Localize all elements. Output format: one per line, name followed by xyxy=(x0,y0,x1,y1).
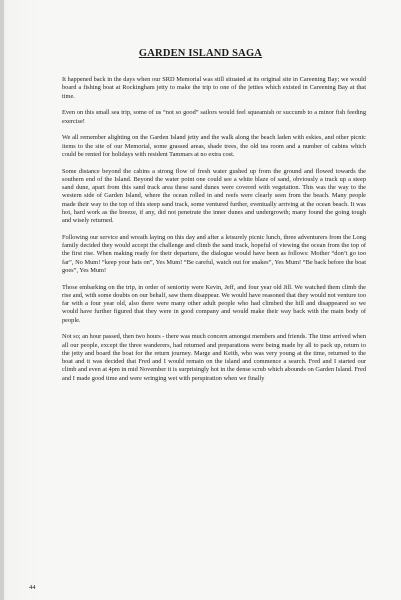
paragraph-3: We all remember alighting on the Garden Island jetty and the walk along the beach laden with eskies, and other picnic items to the site of our Memorial, some grassed areas, shade trees, the old tea room and a number of cabins which could be rented for holidays with resident Tammars at no extra cost. xyxy=(62,134,366,158)
paragraph-7: Not so; an hour passed, then two hours - there was much concern amongst members and friends. The time arrived when all our people, except the three wanderers, had returned and preparations were being made by all to pack up, return to the jetty and board the boat for the return journey. Marge and Keith, who was very young at the time, returned to the boat and it was decided that Fred and I would remain on the island and commence a search. Fred and I started our climb and even at 4pm in mid November it is surprisingly hot in the dense scrub which abounds on Garden Island. Fred and I made good time and were wringing wet with perspiration when we finally xyxy=(62,333,366,382)
paragraph-1: It happened back in the days when our SRD Memorial was still situated at its original site in Careening Bay; we would board a fishing boat at Rockingham jetty to make the trip to one of the jetties which existed in Careening Bay at that time. xyxy=(62,76,366,100)
paragraph-5: Following our service and wreath laying on this day and after a leisurely picnic lunch, three adventurers from the Long family decided they would accept the challenge and climb the sand track, hopeful of viewing the ocean from the top of the first rise. When making ready for their departure, the dialogue would have been as follows: Mother “don’t go too far”, No Mum! “keep your hats on”, Yes Mum! “Be careful, watch out for snakes”, Yes Mum! “Be back before the boat goes”, Yes Mum! xyxy=(62,233,366,274)
paragraph-2: Even on this small sea trip, some of us “not so good” sailors would feel squeamish or succumb to a minor fish feeding exercise! xyxy=(62,109,366,125)
page-number: 44 xyxy=(29,584,36,591)
paragraph-6: Those embarking on the trip, in order of seniority were Kevin, Jeff, and four year old Jill. We watched them climb the rise and, with some doubts on our behalf, saw them disappear. We would have reasoned that they would not venture too far with a four year old, also there were many other adult people who had climbed the hill and disappeared so we would have further figured that they were in good company and would make their way back with the main body of people. xyxy=(62,283,366,324)
paragraph-4: Some distance beyond the cabins a strong flow of fresh water gushed up from the ground and flowed towards the southern end of the Island. Beyond the water point one could see a white blaze of sand, obviously a track up a steep sand dune, apart from this sand track area these sand dunes were covered with vegetation. This was the way to the western side of Garden Island, where the ocean rolled in and reefs were clearly seen from the beach. Many people made their way to the top of this steep sand track, some ventured further, eventually arriving at the ocean beach. It was hot, hard work as the breeze, if any, did not penetrate the inner dunes and undergrowth; many found the going tough and wisely returned. xyxy=(62,167,366,224)
document-body xyxy=(62,76,366,391)
page-binding-edge xyxy=(0,0,4,600)
document-title: GARDEN ISLAND SAGA xyxy=(138,48,263,59)
